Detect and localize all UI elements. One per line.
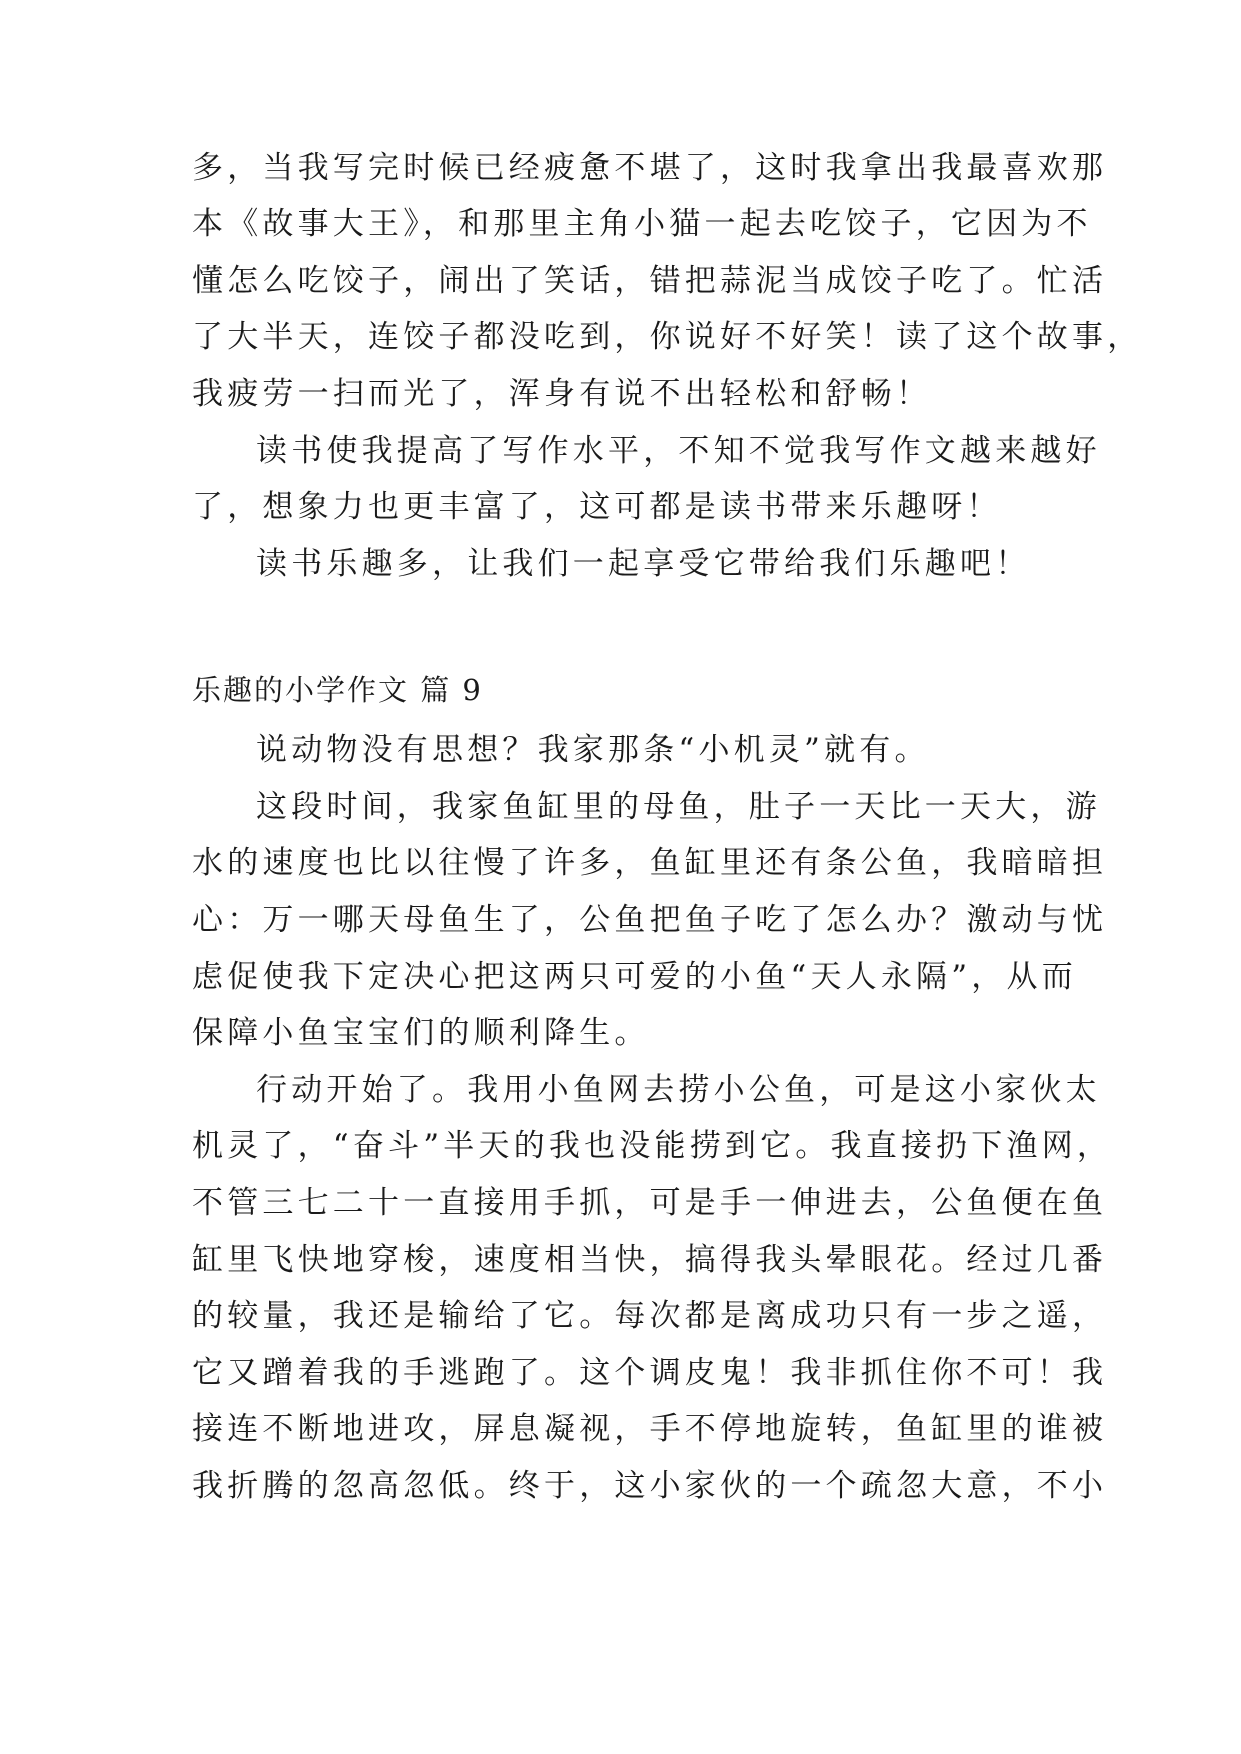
para6-line-7: 接连不断地进攻，屏息凝视，手不停地旋转，鱼缸里的谁被	[192, 1411, 1108, 1447]
para6-line-2: 机灵了，“奋斗”半天的我也没能捞到它。我直接扔下渔网，	[192, 1128, 1113, 1164]
para5-line-2: 水的速度也比以往慢了许多，鱼缸里还有条公鱼，我暗暗担	[192, 845, 1108, 881]
para5-line-3: 心：万一哪天母鱼生了，公鱼把鱼子吃了怎么办？激动与忧	[192, 902, 1108, 938]
para5-line-4: 虑促使我下定决心把这两只可爱的小鱼“天人永隔”，从而	[192, 959, 1077, 995]
para6-line-1: 行动开始了。我用小鱼网去捞小公鱼，可是这小家伙太	[256, 1072, 1101, 1108]
section-title: 乐趣的小学作文 篇 9	[192, 673, 483, 707]
para1-line-1: 多，当我写完时候已经疲惫不堪了，这时我拿出我最喜欢那	[192, 150, 1108, 186]
para1-line-5: 我疲劳一扫而光了，浑身有说不出轻松和舒畅！	[192, 376, 932, 412]
para5-line-1: 这段时间，我家鱼缸里的母鱼，肚子一天比一天大，游	[256, 789, 1101, 825]
para6-line-5: 的较量，我还是输给了它。每次都是离成功只有一步之遥，	[192, 1298, 1108, 1334]
para2-line-1: 读书使我提高了写作水平，不知不觉我写作文越来越好	[256, 433, 1101, 469]
para6-line-3: 不管三七二十一直接用手抓，可是手一伸进去，公鱼便在鱼	[192, 1185, 1108, 1221]
para2-line-2: 了，想象力也更丰富了，这可都是读书带来乐趣呀！	[192, 489, 1002, 525]
para1-line-3: 懂怎么吃饺子，闹出了笑话，错把蒜泥当成饺子吃了。忙活	[192, 263, 1108, 299]
para5-line-5: 保障小鱼宝宝们的顺利降生。	[192, 1015, 650, 1051]
para1-line-2: 本《故事大王》，和那里主角小猫一起去吃饺子，它因为不	[192, 206, 1092, 242]
para3-line-1: 读书乐趣多，让我们一起享受它带给我们乐趣吧！	[256, 546, 1031, 582]
para6-line-4: 缸里飞快地穿梭，速度相当快，搞得我头晕眼花。经过几番	[192, 1242, 1108, 1278]
para6-line-8: 我折腾的忽高忽低。终于，这小家伙的一个疏忽大意，不小	[192, 1468, 1108, 1504]
para1-line-4: 了大半天，连饺子都没吃到，你说好不好笑！读了这个故事，	[192, 319, 1143, 355]
para6-line-6: 它又蹭着我的手逃跑了。这个调皮鬼！我非抓住你不可！我	[192, 1355, 1108, 1391]
para4-line-1: 说动物没有思想？我家那条“小机灵”就有。	[256, 732, 930, 768]
